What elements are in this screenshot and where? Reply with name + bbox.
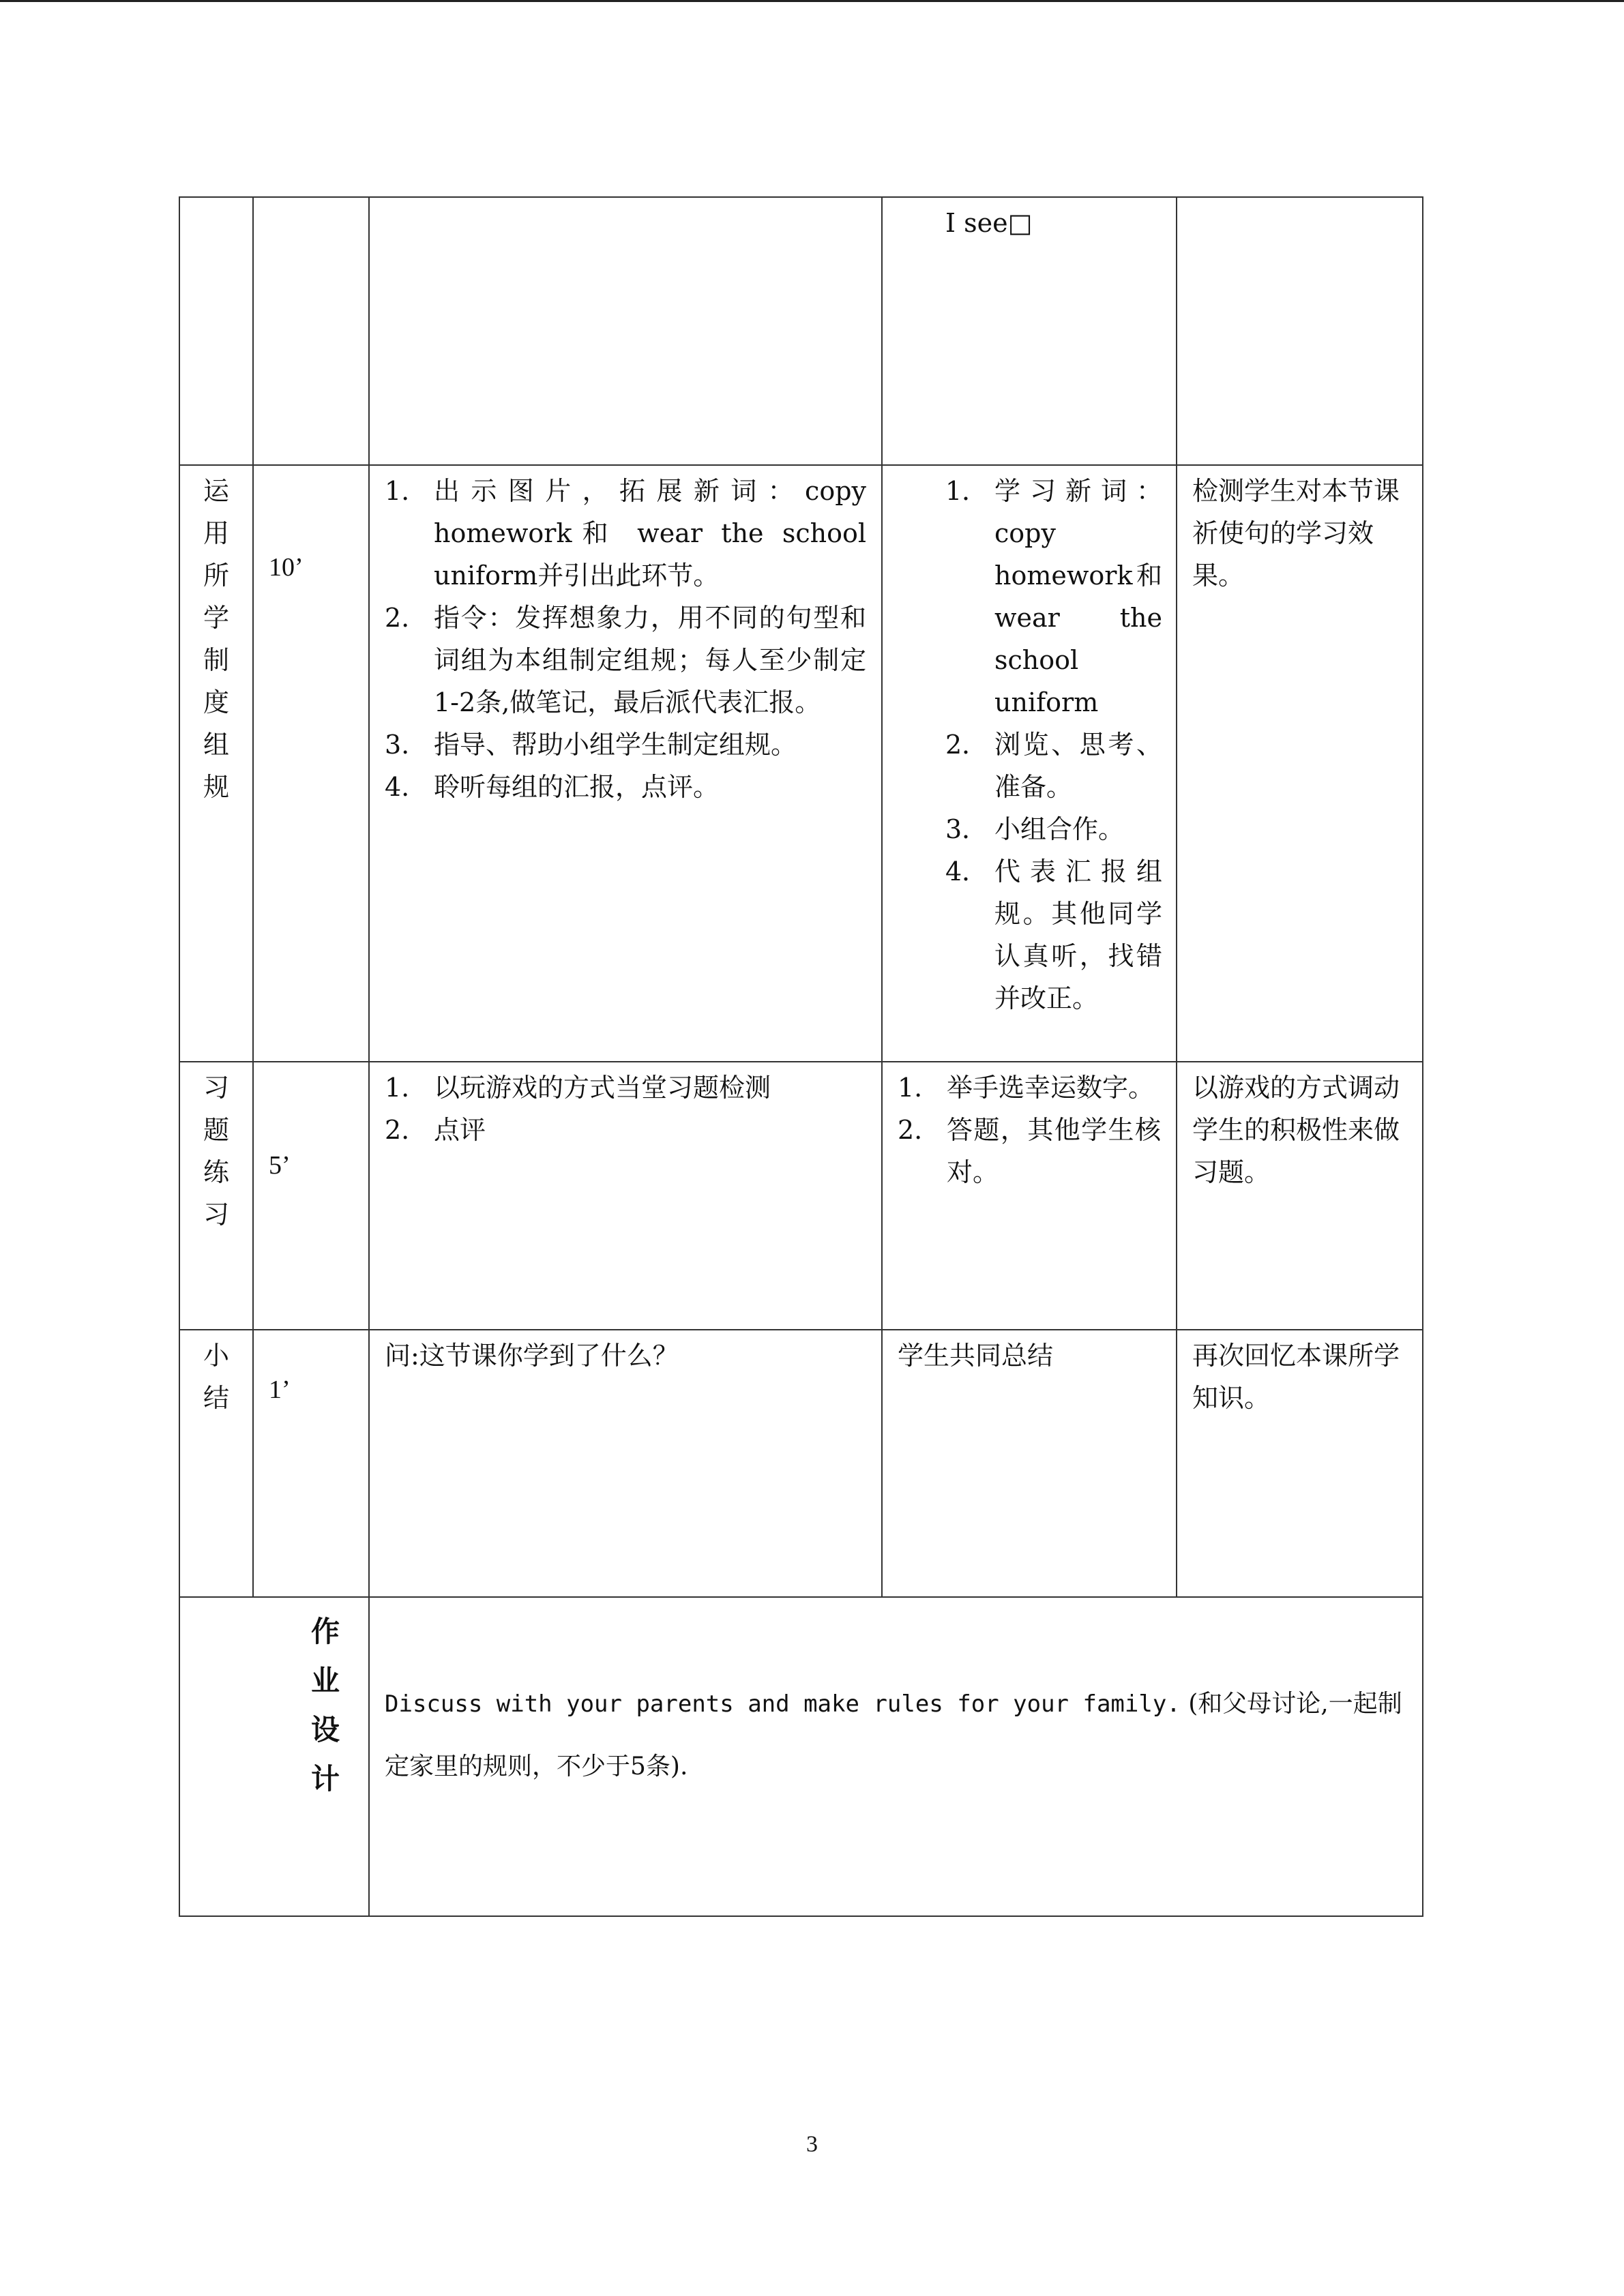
table-row-continued [179, 197, 1423, 465]
stage-char: 运 [203, 476, 229, 506]
list-item: 2. 点评 [385, 1115, 486, 1145]
list-item: 3． 小组合作。 [945, 814, 1125, 844]
stage-char: 用 [203, 518, 229, 548]
teacher-activity-cell-summary: 问:这节课你学到了什么？ [369, 1330, 882, 1597]
stage-char: 习 [203, 1199, 229, 1229]
time-cell-practice: 5’ [253, 1062, 369, 1330]
purpose-cell-practice: 以游戏的方式调动学生的积极性来做习题。 [1177, 1062, 1423, 1330]
teacher-steps [385, 470, 866, 808]
stage-char: 规 [203, 772, 229, 802]
lesson-plan-table [179, 196, 1423, 1917]
student-activity-cell-apply [882, 465, 1177, 1062]
homework-label-char: 业 [310, 1664, 340, 1697]
stage-char: 习 [203, 1073, 229, 1103]
stage-cell-practice [179, 1062, 253, 1330]
purpose-cell [1177, 197, 1423, 465]
student-steps [898, 1067, 1161, 1193]
homework-label-char: 计 [310, 1762, 340, 1795]
table-row-homework [179, 1597, 1423, 1916]
teacher-activity-cell [369, 197, 882, 465]
list-item: 1. 出示图片，拓展新词：copy homework和 wear the school uniform并引出此环节。 [385, 476, 866, 591]
homework-text-en: Discuss with your parents and make rules for your family. [385, 1690, 1181, 1718]
teacher-activity-cell-practice [369, 1062, 882, 1330]
homework-label-cell [179, 1597, 369, 1916]
stage-char: 度 [203, 687, 229, 717]
page-number: 3 [806, 2132, 818, 2157]
time-cell [253, 197, 369, 465]
list-item: 4． 代表汇报组规。其他同学认真听，找错并改正。 [945, 856, 1162, 1013]
list-item: 2. 答题，其他学生核对。 [898, 1115, 1161, 1187]
table-row-apply [179, 465, 1423, 1062]
stage-char: 题 [203, 1115, 229, 1145]
list-item: 1． 学习新词：copy homework和 wear the school uniform [945, 476, 1162, 717]
table-row-summary [179, 1330, 1423, 1597]
stage-char: 所 [203, 561, 229, 591]
stage-char: 制 [203, 645, 229, 675]
teacher-activity-cell-apply [369, 465, 882, 1062]
homework-label-char: 作 [310, 1615, 340, 1648]
homework-text-cn: (和父母讨论,一起制定家里的规则，不少于5条). [385, 1690, 1402, 1780]
teacher-steps [385, 1067, 866, 1151]
table-row-practice [179, 1062, 1423, 1330]
student-steps [945, 470, 1162, 1019]
stage-char: 学 [203, 603, 229, 633]
list-item: 3. 指导、帮助小组学生制定组规。 [385, 730, 797, 760]
stage-cell-apply [179, 465, 253, 1062]
list-item: 2． 浏览、思考、准备。 [945, 730, 1162, 802]
student-activity-cell-summary: 学生共同总结 [882, 1330, 1177, 1597]
list-item: 2. 指令：发挥想象力，用不同的句型和词组为本组制定组规；每人至少制定1-2条,做笔记，最后派代表汇报。 [385, 603, 866, 717]
stage-char: 结 [203, 1383, 229, 1413]
homework-label-char: 设 [310, 1713, 340, 1746]
stage-char: 小 [203, 1341, 229, 1371]
time-cell-apply: 10’ [253, 465, 369, 1062]
top-border [0, 0, 1624, 2]
list-item: 1. 以玩游戏的方式当堂习题检测 [385, 1073, 771, 1103]
purpose-cell-apply: 检测学生对本节课祈使句的学习效果。 [1177, 465, 1423, 1062]
list-item: 4. 聆听每组的汇报，点评。 [385, 772, 720, 802]
homework-content-cell [369, 1597, 1423, 1916]
purpose-cell-summary: 再次回忆本课所学知识。 [1177, 1330, 1423, 1597]
stage-cell-summary [179, 1330, 253, 1597]
stage-cell [179, 197, 253, 465]
list-item: 1. 举手选幸运数字。 [898, 1073, 1155, 1103]
student-activity-cell-practice [882, 1062, 1177, 1330]
stage-char: 组 [203, 730, 229, 760]
stage-char: 练 [203, 1157, 229, 1187]
time-cell-summary: 1’ [253, 1330, 369, 1597]
student-activity-cell [882, 197, 1177, 465]
student-activity-text: I see□ [945, 208, 1033, 238]
